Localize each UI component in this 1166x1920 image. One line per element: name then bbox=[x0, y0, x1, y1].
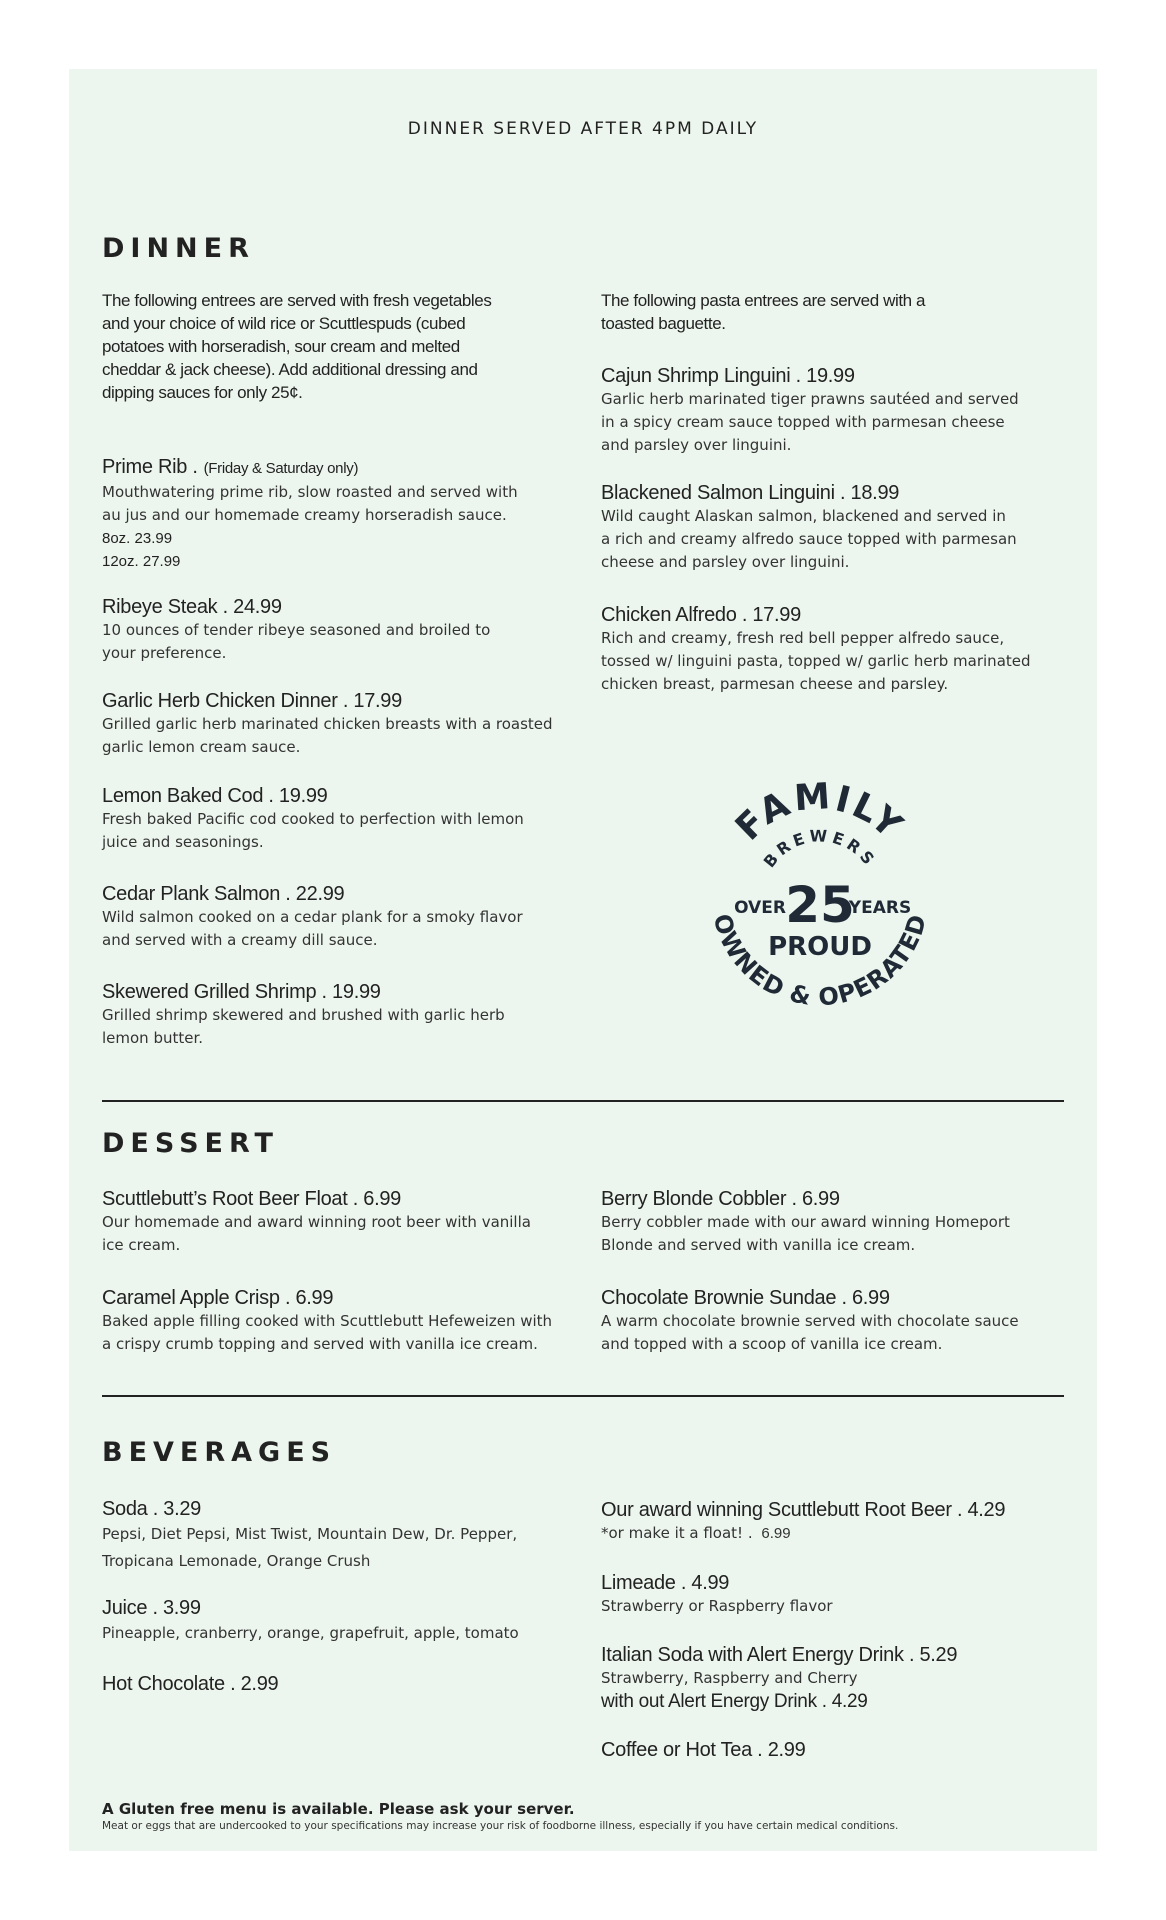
item-desc bbox=[601, 1522, 1005, 1545]
seal-number: 25 bbox=[785, 876, 855, 934]
dinner-intro-left bbox=[102, 289, 491, 404]
section-title-dinner: DINNER bbox=[102, 233, 255, 264]
menu-item bbox=[601, 603, 1031, 696]
item-desc: Grilled shrimp skewered and brushed with garlic herb bbox=[102, 1006, 505, 1024]
seal-brewers-arc: BREWERS bbox=[759, 826, 881, 872]
item-desc: chicken breast, parmesan cheese and parsley. bbox=[601, 675, 949, 693]
item-desc: Rich and creamy, fresh red bell pepper alfredo sauce, bbox=[601, 629, 1005, 647]
item-title: Skewered Grilled Shrimp . 19.99 bbox=[102, 981, 381, 1003]
beverage-hot-chocolate bbox=[102, 1672, 278, 1696]
item-title: Cedar Plank Salmon . 22.99 bbox=[102, 883, 345, 905]
menu-item bbox=[601, 1187, 1010, 1257]
seal-over: OVER bbox=[734, 898, 786, 918]
intro-line: potatoes with horseradish, sour cream and melted bbox=[102, 337, 460, 356]
item-note: (Friday & Saturday only) bbox=[203, 460, 359, 477]
item-desc: and topped with a scoop of vanilla ice cream. bbox=[601, 1335, 943, 1353]
item-title: Chocolate Brownie Sundae . 6.99 bbox=[601, 1287, 890, 1309]
item-title: Cajun Shrimp Linguini . 19.99 bbox=[601, 365, 855, 387]
intro-line: The following pasta entrees are served with a bbox=[601, 291, 926, 310]
item-desc: lemon butter. bbox=[102, 1029, 204, 1047]
menu-item bbox=[601, 364, 1019, 457]
beverage-italian-soda bbox=[601, 1643, 957, 1714]
item-desc: Garlic herb marinated tiger prawns sautéed and served bbox=[601, 390, 1019, 408]
item-desc: Our homemade and award winning root beer with vanilla bbox=[102, 1213, 531, 1231]
beverage-limeade bbox=[601, 1571, 833, 1618]
item-title: Lemon Baked Cod . 19.99 bbox=[102, 785, 328, 807]
menu-item bbox=[102, 784, 524, 854]
item-desc: 10 ounces of tender ribeye seasoned and broiled to bbox=[102, 621, 491, 639]
item-title: Caramel Apple Crisp . 6.99 bbox=[102, 1287, 334, 1309]
item-desc: juice and seasonings. bbox=[102, 833, 264, 851]
item-title: Our award winning Scuttlebutt Root Beer . 4.29 bbox=[601, 1499, 1006, 1521]
item-desc: garlic lemon cream sauce. bbox=[102, 738, 301, 756]
float-note: *or make it a float! . bbox=[601, 1524, 753, 1542]
item-desc: Baked apple filling cooked with Scuttlebutt Hefeweizen with bbox=[102, 1312, 553, 1330]
menu-item bbox=[102, 1286, 552, 1356]
item-title bbox=[102, 455, 518, 481]
item-desc: Mouthwatering prime rib, slow roasted and served with bbox=[102, 483, 518, 501]
item-title: Coffee or Hot Tea . 2.99 bbox=[601, 1739, 806, 1761]
item-title: Blackened Salmon Linguini . 18.99 bbox=[601, 482, 900, 504]
float-price: 6.99 bbox=[761, 1525, 791, 1542]
foodborne-warning: Meat or eggs that are undercooked to your specifications may increase your risk of foodborne illness, especially if you have certain medical conditions. bbox=[102, 1820, 899, 1832]
divider bbox=[102, 1395, 1064, 1397]
item-desc: Grilled garlic herb marinated chicken breasts with a roasted bbox=[102, 715, 553, 733]
seal-proud: PROUD bbox=[768, 932, 872, 962]
intro-line: The following entrees are served with fresh vegetables bbox=[102, 291, 492, 310]
menu-item bbox=[102, 595, 490, 665]
item-price-8oz: 8oz. 23.99 bbox=[102, 530, 173, 547]
seal-bottom-arc: OWNED & OPERATED bbox=[707, 910, 933, 1012]
intro-line: dipping sauces for only 25¢. bbox=[102, 383, 303, 402]
item-desc: Strawberry, Raspberry and Cherry bbox=[601, 1669, 858, 1687]
item-desc: cheese and parsley over linguini. bbox=[601, 553, 850, 571]
beverage-coffee bbox=[601, 1738, 805, 1762]
seal-top-arc: FAMILY bbox=[727, 777, 912, 849]
item-desc: ice cream. bbox=[102, 1236, 181, 1254]
menu-item bbox=[601, 1286, 1019, 1356]
beverage-root-beer bbox=[601, 1498, 1005, 1545]
item-title: Chicken Alfredo . 17.99 bbox=[601, 604, 801, 626]
item-desc: Wild caught Alaskan salmon, blackened and served in bbox=[601, 507, 1006, 525]
section-title-dessert: DESSERT bbox=[102, 1128, 279, 1159]
menu-item-prime-rib bbox=[102, 455, 518, 573]
item-desc: Berry cobbler made with our award winning Homeport bbox=[601, 1213, 1010, 1231]
item-title: Garlic Herb Chicken Dinner . 17.99 bbox=[102, 690, 402, 712]
item-desc: and served with a creamy dill sauce. bbox=[102, 931, 378, 949]
item-desc: Pepsi, Diet Pepsi, Mist Twist, Mountain Dew, Dr. Pepper, bbox=[102, 1525, 518, 1543]
menu-item bbox=[102, 689, 553, 759]
seal-years: YEARS bbox=[848, 898, 912, 918]
item-price-12oz: 12oz. 27.99 bbox=[102, 553, 181, 570]
item-desc: your preference. bbox=[102, 644, 227, 662]
item-title: Soda . 3.29 bbox=[102, 1498, 202, 1520]
gluten-free-note: A Gluten free menu is available. Please ask your server. bbox=[102, 1800, 575, 1818]
item-desc: in a spicy cream sauce topped with parmesan cheese bbox=[601, 413, 1005, 431]
item-title: Ribeye Steak . 24.99 bbox=[102, 596, 282, 618]
dinner-intro-right bbox=[601, 289, 925, 335]
item-title: Hot Chocolate . 2.99 bbox=[102, 1673, 279, 1695]
item-title: Juice . 3.99 bbox=[102, 1597, 201, 1619]
item-title: Berry Blonde Cobbler . 6.99 bbox=[601, 1188, 840, 1210]
divider bbox=[102, 1100, 1064, 1102]
intro-line: and your choice of wild rice or Scuttlespuds (cubed bbox=[102, 314, 466, 333]
item-desc: Tropicana Lemonade, Orange Crush bbox=[102, 1552, 371, 1570]
item-desc: A warm chocolate brownie served with chocolate sauce bbox=[601, 1312, 1019, 1330]
menu-item bbox=[102, 882, 523, 952]
item-desc: Strawberry or Raspberry flavor bbox=[601, 1597, 833, 1615]
beverage-soda bbox=[102, 1497, 517, 1575]
menu-item bbox=[102, 980, 505, 1050]
item-desc: a crispy crumb topping and served with vanilla ice cream. bbox=[102, 1335, 538, 1353]
menu-item bbox=[601, 481, 1017, 574]
item-desc: Pineapple, cranberry, orange, grapefruit, apple, tomato bbox=[102, 1624, 519, 1642]
item-desc: a rich and creamy alfredo sauce topped with parmesan bbox=[601, 530, 1017, 548]
item-desc: au jus and our homemade creamy horseradish sauce. bbox=[102, 506, 507, 524]
item-desc: Fresh baked Pacific cod cooked to perfection with lemon bbox=[102, 810, 524, 828]
item-desc: and parsley over linguini. bbox=[601, 436, 792, 454]
intro-line: toasted baguette. bbox=[601, 314, 726, 333]
item-title: Limeade . 4.99 bbox=[601, 1572, 730, 1594]
beverage-juice bbox=[102, 1596, 519, 1647]
item-alt-price: with out Alert Energy Drink . 4.29 bbox=[601, 1691, 868, 1712]
item-desc: Blonde and served with vanilla ice cream. bbox=[601, 1236, 916, 1254]
item-desc: Wild salmon cooked on a cedar plank for a smoky flavor bbox=[102, 908, 523, 926]
menu-item bbox=[102, 1187, 531, 1257]
item-title: Italian Soda with Alert Energy Drink . 5.29 bbox=[601, 1644, 958, 1666]
section-title-beverages: BEVERAGES bbox=[102, 1437, 337, 1468]
family-owned-seal bbox=[700, 777, 940, 1017]
item-desc: tossed w/ linguini pasta, topped w/ garlic herb marinated bbox=[601, 652, 1031, 670]
intro-line: cheddar & jack cheese). Add additional dressing and bbox=[102, 360, 478, 379]
item-name: Prime Rib . bbox=[102, 456, 198, 478]
item-title: Scuttlebutt’s Root Beer Float . 6.99 bbox=[102, 1188, 402, 1210]
banner-dinner-hours: DINNER SERVED AFTER 4PM DAILY bbox=[407, 119, 759, 139]
